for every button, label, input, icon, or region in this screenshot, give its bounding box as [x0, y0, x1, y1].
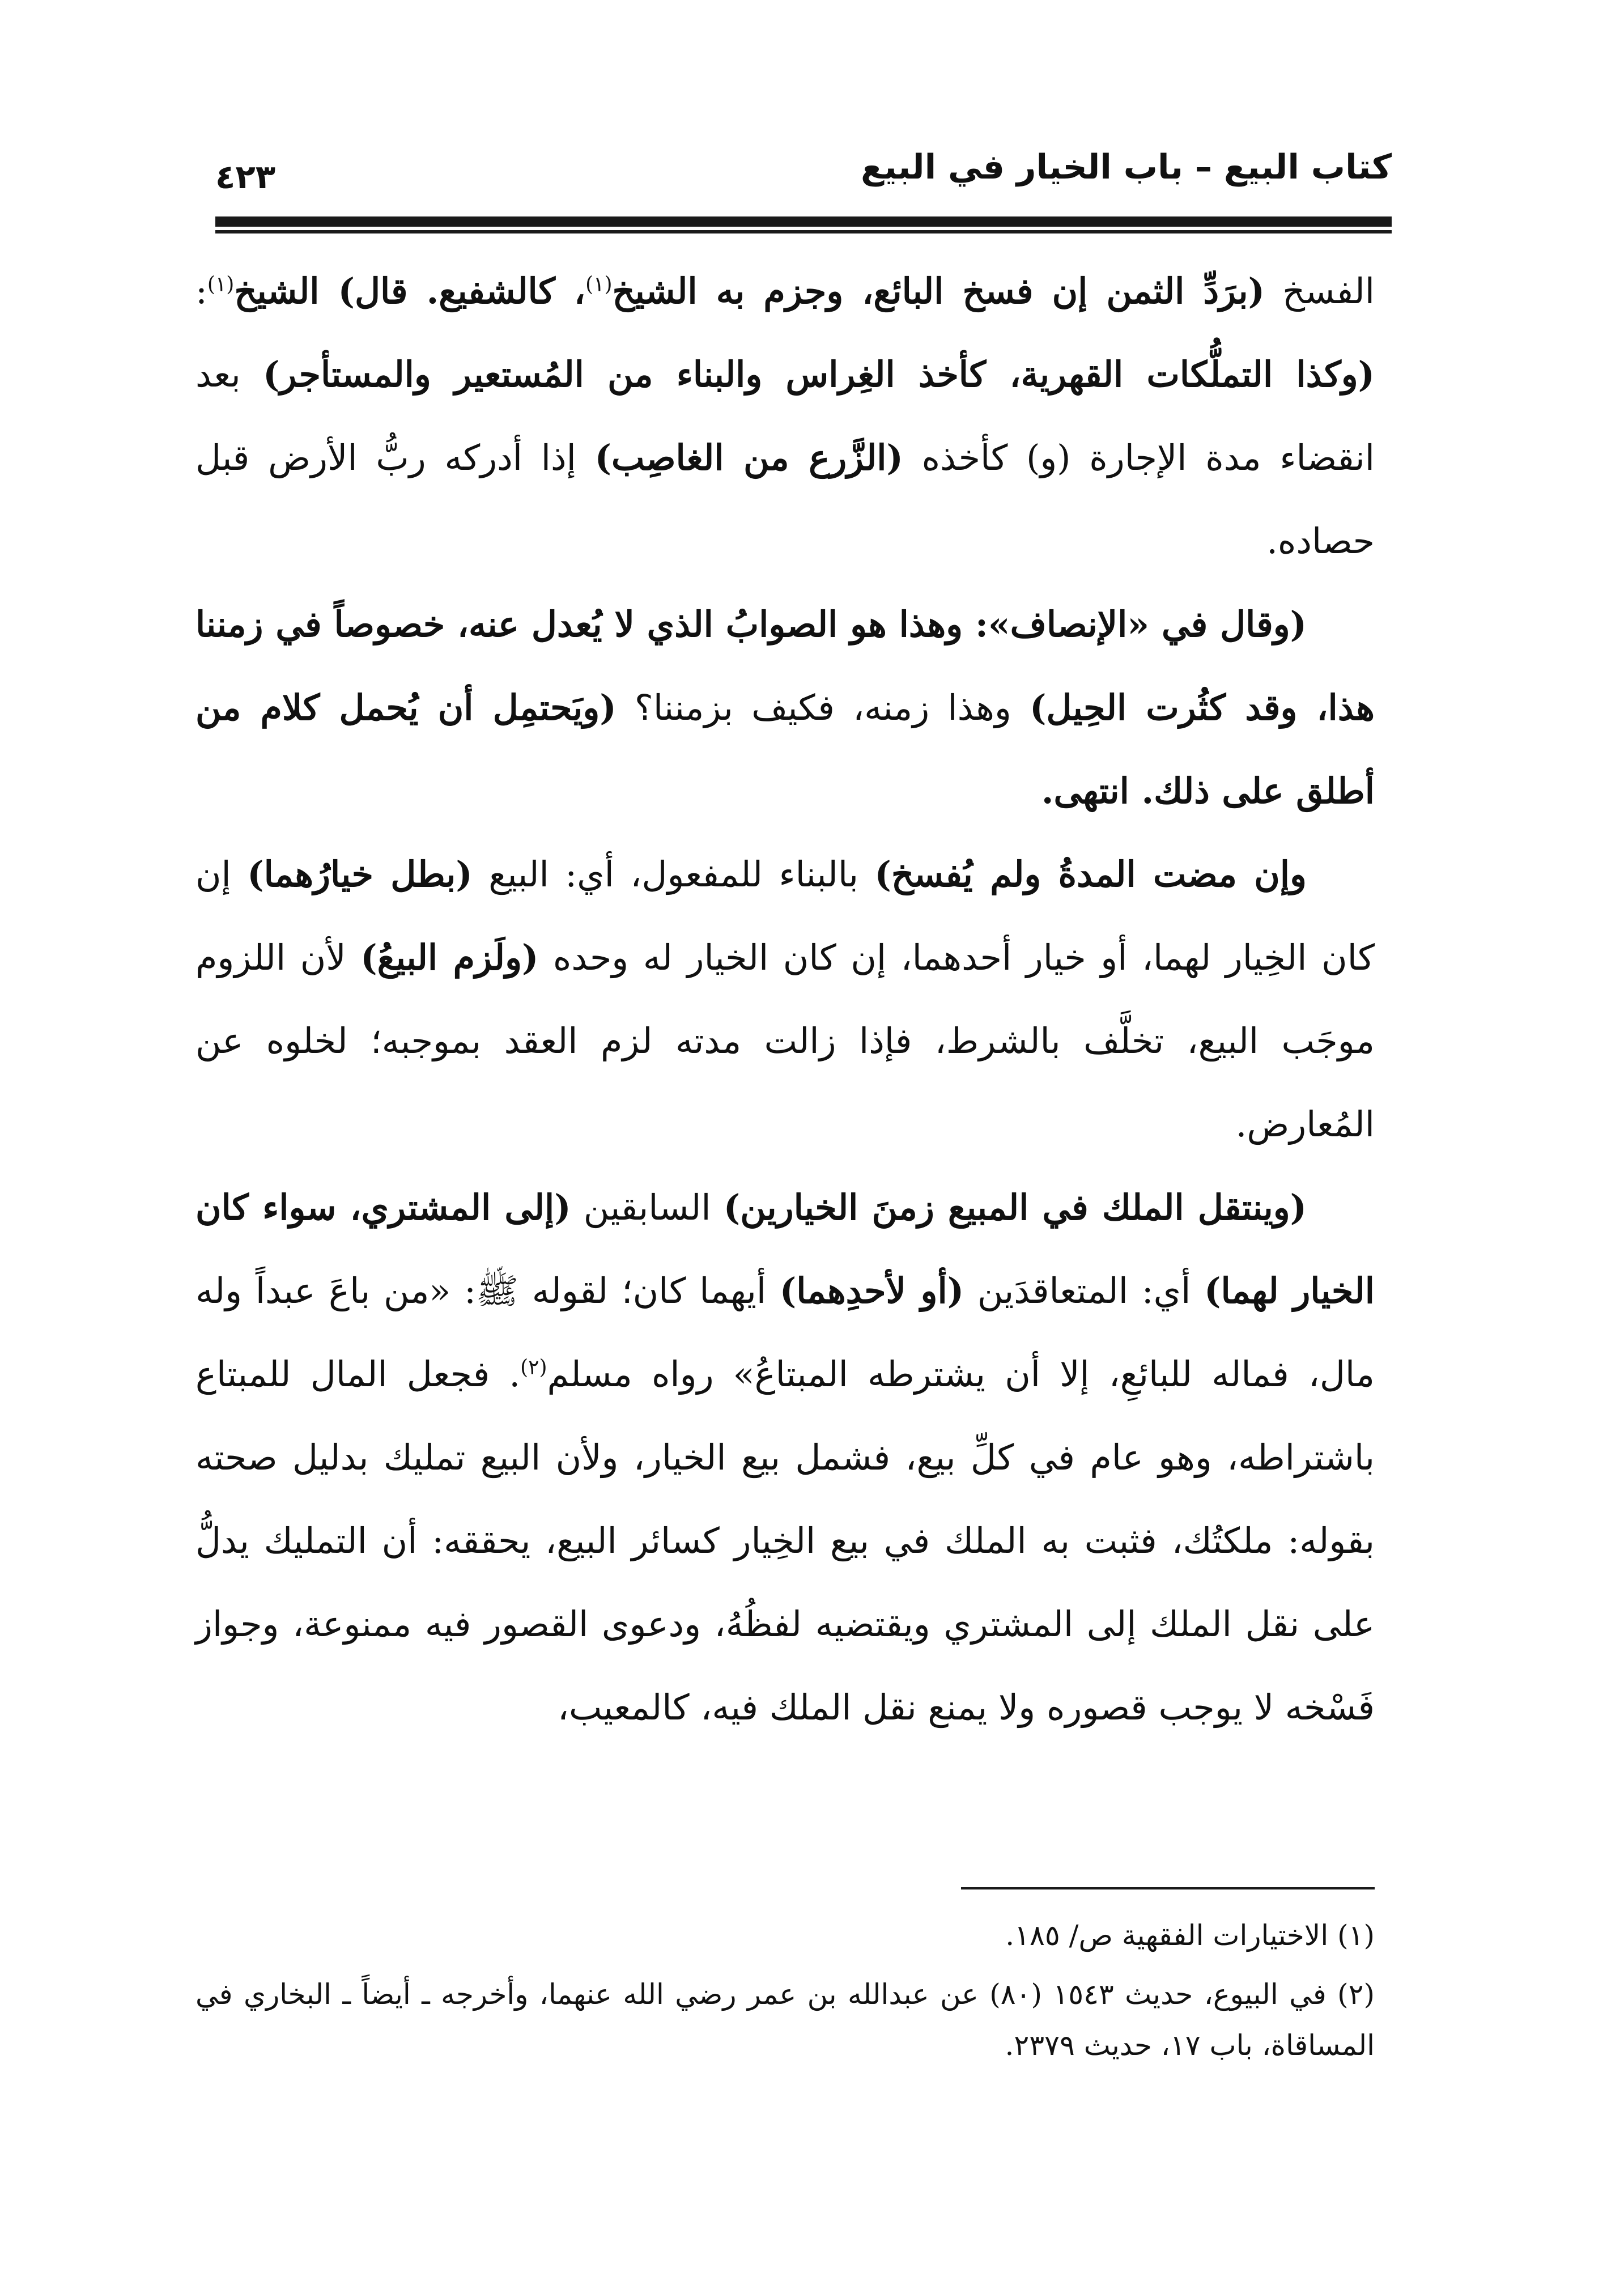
text-run: بعد انقضاء مدة الإجارة	[195, 354, 1375, 478]
bold-text-run: (بطل خيارُهما)	[247, 853, 473, 895]
footnote-ref: (١)	[585, 273, 613, 296]
bold-text-run: (وقال في «الإنصاف»: وهذا هو الصوابُ الذي لا يُعدل عنه، خصوصاً في زمننا هذا، وقد كثُرت الحِيل)	[195, 604, 1375, 728]
text-run: لأن اللزوم موجَب البيع، تخلَّف بالشرط، فإذا زالت مدته لزم العقد بموجبه؛ لخلوه عن المُعارض.	[195, 937, 1375, 1145]
text-run: . فجعل المال للمبتاع باشتراطه، وهو عام في كلِّ بيع، فشمل بيع الخيار، ولأن البيع تمليك بدليل صحته بقوله: ملكتُك، فثبت به الملك في بيع الخِيار كسائر البيع، يحققه: أن التمليك يدلُّ على نقل الملك إلى المشتري ويقتضيه لفظُهُ، ودعوى القصور فيه ممنوعة، وجواز فَسْخه لا يوجب قصوره ولا يمنع نقل الملك فيه، كالمعيب،	[195, 1353, 1375, 1728]
footnote-ref: (١)	[207, 273, 235, 296]
bold-text-run: (وينتقل الملك في المبيع زمنَ الخيارين)	[723, 1187, 1307, 1228]
text-run: (و)	[1026, 437, 1071, 478]
bold-text-run: (ولَزم البيعُ)	[360, 937, 539, 978]
paragraph-4	[195, 1166, 1375, 1749]
header-rule-thick	[215, 216, 1392, 227]
bold-text-run: (الزَّرع من الغاصِب)	[594, 437, 903, 478]
text-run: أي: المتعاقدَين	[964, 1270, 1205, 1311]
text-run: بالبناء للمفعول، أي: البيع	[472, 853, 875, 895]
footnote-1: (١) الاختيارات الفقهية ص/ ١٨٥.	[1005, 1919, 1375, 1952]
paragraph-1	[195, 249, 1375, 583]
footnotes	[195, 1910, 1375, 2079]
header-title: كتاب البيع – باب الخيار في البيع	[861, 147, 1392, 187]
footnote-ref: (٢)	[520, 1356, 547, 1379]
bold-text-run: وإن مضت المدةُ ولم يُفسخ)	[874, 853, 1307, 895]
text-run: السابقين	[571, 1187, 724, 1228]
bold-text-run: (ويَحتمِل أن يُحمل كلام من أطلق على ذلك. انتهى.	[195, 687, 1375, 812]
text-run: الفسخ	[1264, 270, 1375, 312]
text-run: كأخذه	[903, 437, 1027, 478]
bold-text-run: (برَدِّ الثمن إن فسخ البائع، وجزم به الشيخ	[612, 270, 1265, 312]
paragraph-3	[195, 833, 1375, 1166]
text-run: إن كان الخِيار لهما، أو خيار أحدهما، إن كان الخيار له وحده	[195, 853, 1375, 978]
paragraph-2	[195, 583, 1375, 833]
bold-text-run: (إلى المشتري، سواء كان الخيار لهما)	[195, 1187, 1375, 1311]
bold-text-run: (وكذا التملُّكات القهرية، كأخذ الغِراس والبناء من المُستعير والمستأجر)	[263, 354, 1375, 395]
footnote-2: (٢) في البيوع، حديث ١٥٤٣ (٨٠) عن عبدالله بن عمر رضي الله عنهما، وأخرجه ـ أيضاً ـ البخاري في المساقاة، باب ١٧، حديث ٢٣٧٩.	[195, 1978, 1375, 2062]
page-number: ٤٢٣	[215, 158, 276, 196]
running-header	[215, 142, 1392, 204]
bold-text-run: (أو لأحدِهما)	[779, 1270, 964, 1311]
footnote-separator	[961, 1887, 1375, 1889]
text-run: :	[195, 270, 207, 312]
text-run: وهذا زمنه، فكيف بزمننا؟	[616, 687, 1030, 728]
main-text	[195, 249, 1375, 1749]
text-run: أيهما كان؛ لقوله ﷺ: «من باعَ عبداً وله مال، فماله للبائعِ، إلا أن يشترطه المبتاعُ» رواه مسلم	[195, 1270, 1375, 1395]
text-run: إذا أدركه ربُّ الأرض قبل حصاده.	[195, 437, 1375, 562]
bold-text-run: ، كالشفيع. قال) الشيخ	[234, 270, 586, 312]
header-rule-thin	[215, 230, 1392, 233]
